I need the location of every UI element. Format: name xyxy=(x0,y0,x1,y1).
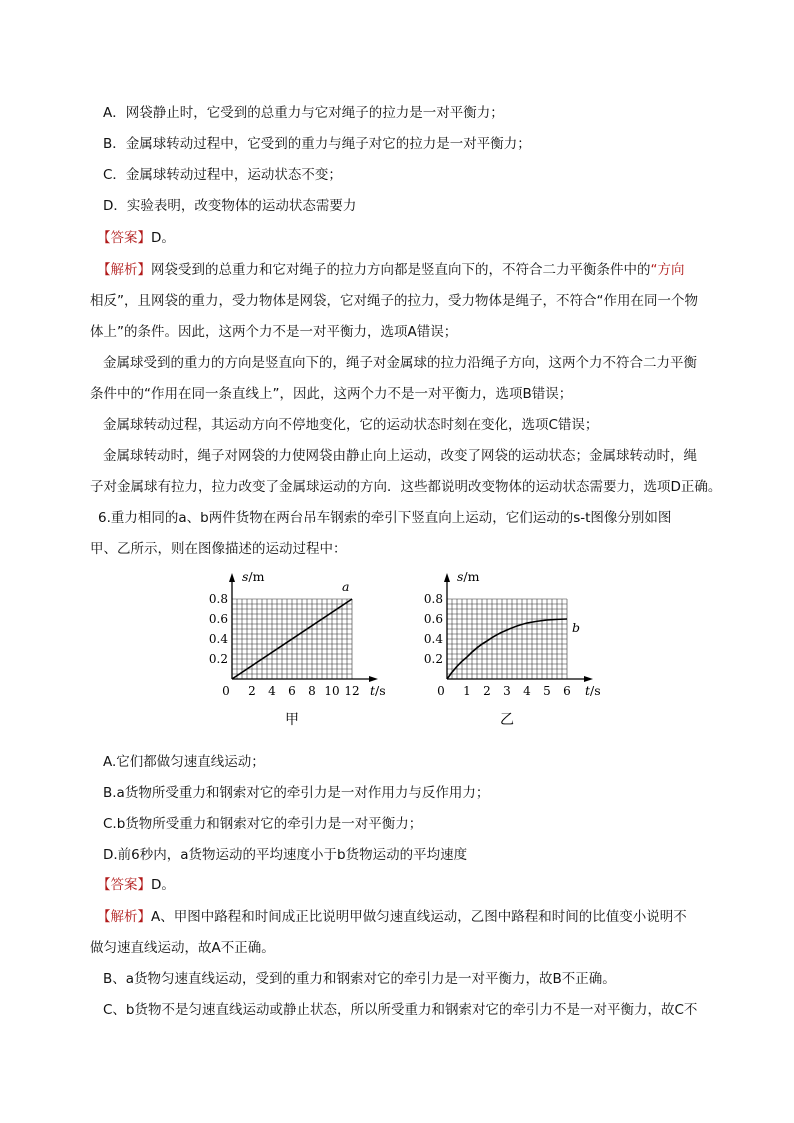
q5-analysis-line-5: 条件中的“作用在同一条直线上”，因此，这两个力不是一对平衡力，选项B错误； xyxy=(90,386,573,402)
analysis-text: A、甲图中路程和时间成正比说明甲做匀速直线运动，乙图中路程和时间的比值变小说明不 xyxy=(151,909,687,925)
x-tick-label: 1 xyxy=(463,684,471,698)
q5-analysis-line-1 xyxy=(97,260,685,280)
analysis-text-highlight: “方向 xyxy=(650,262,685,278)
answer-label: 【答案】 xyxy=(97,230,151,246)
origin-label: 0 xyxy=(222,684,230,698)
x-axis-arrow xyxy=(584,676,593,682)
x-tick-label: 4 xyxy=(523,684,531,698)
q5-option-a: A．网袋静止时，它受到的总重力与它对绳子的拉力是一对平衡力； xyxy=(103,105,504,121)
x-tick-label: 2 xyxy=(483,684,491,698)
q5-answer xyxy=(97,228,175,248)
x-tick-label: 6 xyxy=(288,684,296,698)
chart-yi xyxy=(405,566,615,746)
answer-value: D。 xyxy=(151,877,175,893)
y-tick-label: 0.4 xyxy=(423,632,443,646)
series-label: a xyxy=(342,579,350,594)
analysis-label: 【解析】 xyxy=(97,262,151,278)
q6-stem-line-2: 甲、乙所示，则在图像描述的运动过程中： xyxy=(90,541,347,557)
y-tick-label: 0.2 xyxy=(208,652,228,666)
x-tick-label: 5 xyxy=(543,684,551,698)
origin-label: 0 xyxy=(437,684,445,698)
q6-analysis-line-3: B、a货物匀速直线运动，受到的重力和钢索对它的牵引力是一对平衡力，故B不正确。 xyxy=(103,971,616,987)
q5-option-d: D．实验表明，改变物体的运动状态需要力 xyxy=(103,198,357,214)
q6-analysis-line-2: 做匀速直线运动，故A不正确。 xyxy=(90,940,275,956)
x-tick-label: 3 xyxy=(503,684,511,698)
x-axis-title: t/s xyxy=(585,683,601,698)
q6-analysis-line-1 xyxy=(97,907,687,927)
q5-analysis-line-2: 相反”，且网袋的重力，受力物体是网袋，它对绳子的拉力，受力物体是绳子，不符合“作用在同一个物 xyxy=(90,293,698,309)
x-axis-arrow xyxy=(369,676,378,682)
q6-option-d: D.前6秒内，a货物运动的平均速度小于b货物运动的平均速度 xyxy=(103,847,468,863)
answer-label: 【答案】 xyxy=(97,877,151,893)
q5-analysis-line-4: 金属球受到的重力的方向是竖直向下的，绳子对金属球的拉力沿绳子方向，这两个力不符合二力平衡 xyxy=(103,355,697,371)
y-axis-arrow xyxy=(444,573,450,582)
q6-option-a: A.它们都做匀速直线运动； xyxy=(103,754,265,770)
q5-analysis-line-6: 金属球转动过程，其运动方向不停地变化，它的运动状态时刻在变化，选项C错误； xyxy=(103,417,599,433)
q5-option-b: B．金属球转动过程中，它受到的重力与绳子对它的拉力是一对平衡力； xyxy=(103,136,531,152)
x-tick-label: 8 xyxy=(308,684,316,698)
y-tick-label: 0.4 xyxy=(208,632,228,646)
y-tick-label: 0.8 xyxy=(423,592,443,606)
q6-analysis-line-4: C、b货物不是匀速直线运动或静止状态，所以所受重力和钢索对它的牵引力不是一对平衡力，故C不 xyxy=(103,1002,698,1018)
q6-answer xyxy=(97,875,175,895)
q6-stem-line-1: 6.重力相同的a、b两件货物在两台吊车钢索的牵引下竖直向上运动，它们运动的s-t图像分别如图 xyxy=(98,510,672,526)
y-tick-label: 0.6 xyxy=(423,612,443,626)
q5-analysis-line-3: 体上”的条件。因此，这两个力不是一对平衡力，选项A错误； xyxy=(90,324,458,340)
analysis-label: 【解析】 xyxy=(97,909,151,925)
x-axis-title: t/s xyxy=(370,683,386,698)
x-tick-label: 12 xyxy=(344,684,360,698)
answer-value: D。 xyxy=(151,230,175,246)
y-axis-arrow xyxy=(229,573,235,582)
graphs-figure xyxy=(190,566,610,746)
analysis-text: 网袋受到的总重力和它对绳子的拉力方向都是竖直向下的，不符合二力平衡条件中的 xyxy=(151,262,651,278)
x-tick-label: 10 xyxy=(324,684,340,698)
chart-caption: 乙 xyxy=(500,712,514,728)
q6-option-b: B.a货物所受重力和钢索对它的牵引力是一对作用力与反作用力； xyxy=(103,785,490,801)
y-tick-label: 0.2 xyxy=(423,652,443,666)
y-axis-title: s/m xyxy=(242,569,265,584)
chart-jia xyxy=(190,566,390,746)
q5-analysis-line-7: 金属球转动时，绳子对网袋的力使网袋由静止向上运动，改变了网袋的运动状态；金属球转动时，绳 xyxy=(103,448,697,464)
x-tick-label: 2 xyxy=(248,684,256,698)
q5-option-c: C．金属球转动过程中，运动状态不变； xyxy=(103,167,342,183)
y-tick-label: 0.6 xyxy=(208,612,228,626)
series-label: b xyxy=(572,620,581,635)
y-axis-title: s/m xyxy=(457,569,480,584)
y-tick-label: 0.8 xyxy=(208,592,228,606)
chart-caption: 甲 xyxy=(285,712,299,728)
x-tick-label: 4 xyxy=(268,684,276,698)
q6-option-c: C.b货物所受重力和钢索对它的牵引力是一对平衡力； xyxy=(103,816,423,832)
x-tick-label: 6 xyxy=(563,684,571,698)
q5-analysis-line-8: 子对金属球有拉力，拉力改变了金属球运动的方向．这些都说明改变物体的运动状态需要力，选项D正确。 xyxy=(90,479,722,495)
